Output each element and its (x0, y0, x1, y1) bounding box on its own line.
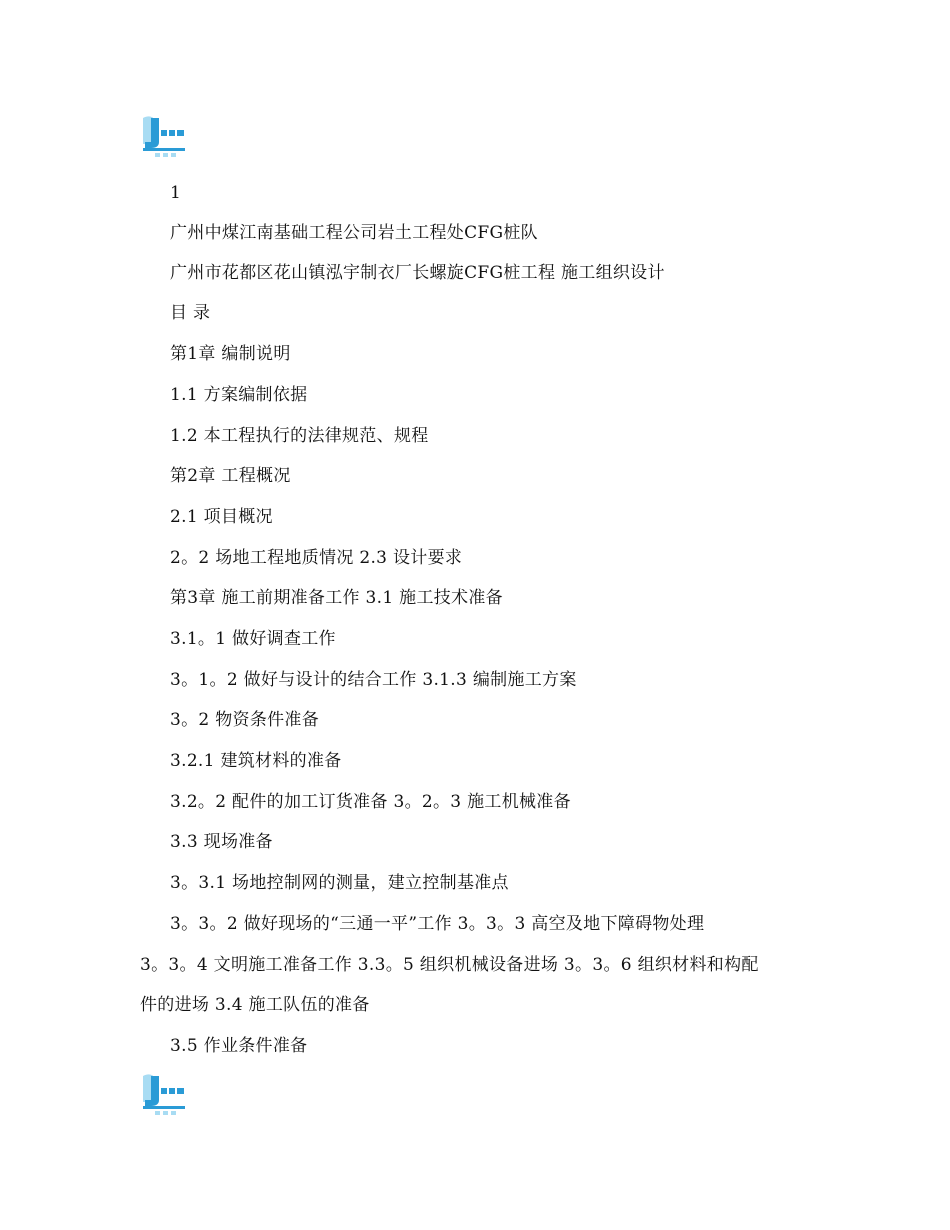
toc-item: 3.5 作业条件准备 (170, 1036, 308, 1056)
toc-item: 1.2 本工程执行的法律规范、规程 (170, 426, 429, 446)
toc-item: 1.1 方案编制依据 (170, 385, 308, 405)
page-number: 1 (170, 183, 182, 203)
toc-heading: 目 录 (170, 303, 211, 323)
toc-item: 3.2。2 配件的加工订货准备 3。2。3 施工机械准备 (170, 792, 571, 812)
toc-item: 2.1 项目概况 (170, 507, 273, 527)
toc-item: 3.1。1 做好调查工作 (170, 629, 336, 649)
company-logo-icon (137, 108, 189, 160)
toc-item: 2。2 场地工程地质情况 2.3 设计要求 (170, 548, 463, 568)
project-title: 广州市花都区花山镇泓宇制衣厂长螺旋CFG桩工程 施工组织设计 (170, 263, 665, 283)
company-logo-icon (137, 1066, 189, 1118)
toc-item: 第3章 施工前期准备工作 3.1 施工技术准备 (170, 588, 503, 608)
toc-item: 3。3.1 场地控制网的测量，建立控制基准点 (170, 873, 509, 893)
toc-item: 件的进场 3.4 施工队伍的准备 (140, 995, 370, 1015)
toc-item: 3.2.1 建筑材料的准备 (170, 751, 342, 771)
toc-item: 第1章 编制说明 (170, 344, 291, 364)
toc-item: 3。3。4 文明施工准备工作 3.3。5 组织机械设备进场 3。3。6 组织材料和构配 (140, 955, 759, 975)
toc-item: 3.3 现场准备 (170, 832, 273, 852)
toc-item: 3。3。2 做好现场的“三通一平”工作 3。3。3 高空及地下障碍物处理 (170, 914, 705, 934)
toc-item: 3。1。2 做好与设计的结合工作 3.1.3 编制施工方案 (170, 670, 577, 690)
company-name: 广州中煤江南基础工程公司岩土工程处CFG桩队 (170, 223, 538, 243)
toc-item: 第2章 工程概况 (170, 466, 291, 486)
toc-item: 3。2 物资条件准备 (170, 710, 320, 730)
